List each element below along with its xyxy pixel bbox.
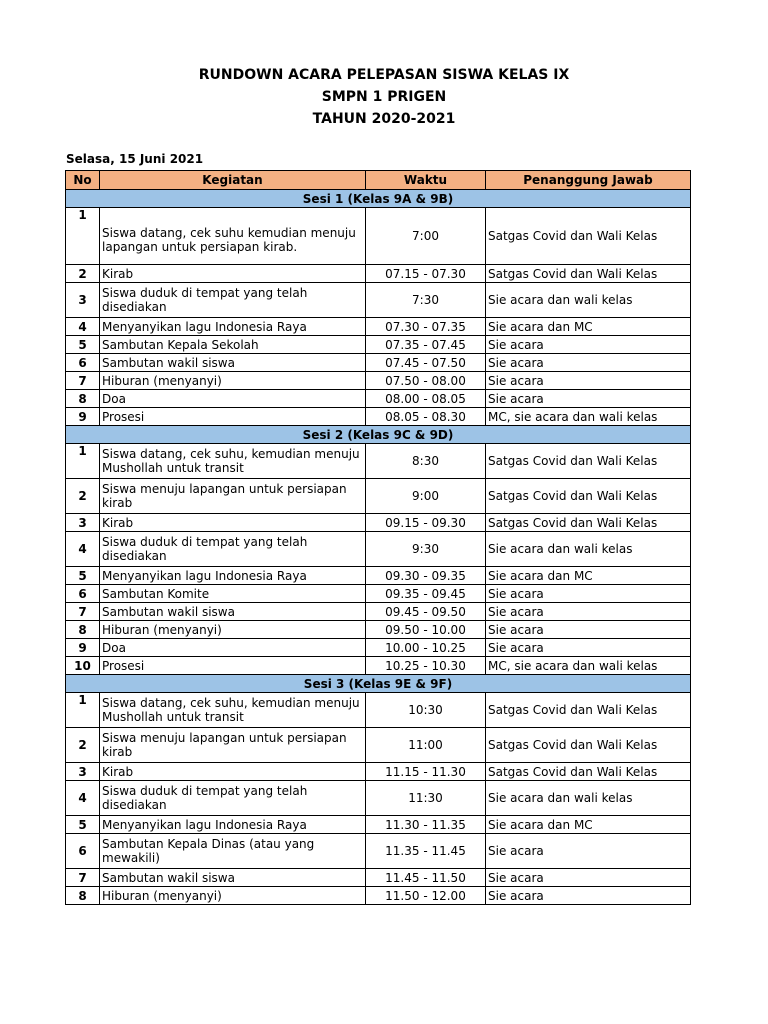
row-time: 08.05 - 08.30 — [366, 408, 486, 426]
table-row — [66, 567, 691, 585]
row-number: 6 — [66, 354, 100, 372]
row-number: 2 — [66, 265, 100, 283]
row-number: 4 — [66, 532, 100, 567]
row-activity: Siswa datang, cek suhu kemudian menuju lapangan untuk persiapan kirab. — [100, 208, 366, 265]
row-person-in-charge: Sie acara — [486, 869, 691, 887]
table-row — [66, 208, 691, 265]
row-activity: Kirab — [100, 763, 366, 781]
row-number: 2 — [66, 479, 100, 514]
table-row — [66, 408, 691, 426]
row-time: 09.30 - 09.35 — [366, 567, 486, 585]
session-title: Sesi 1 (Kelas 9A & 9B) — [66, 190, 691, 208]
row-activity: Siswa datang, cek suhu, kemudian menuju Mushollah untuk transit — [100, 693, 366, 728]
row-activity: Sambutan Kepala Dinas (atau yang mewakili) — [100, 834, 366, 869]
row-time: 10:30 — [366, 693, 486, 728]
row-time: 9:30 — [366, 532, 486, 567]
row-activity: Hiburan (menyanyi) — [100, 372, 366, 390]
row-number: 9 — [66, 639, 100, 657]
row-person-in-charge: Sie acara — [486, 354, 691, 372]
header-waktu: Waktu — [366, 171, 486, 190]
row-time: 9:00 — [366, 479, 486, 514]
row-time: 07.35 - 07.45 — [366, 336, 486, 354]
row-number: 7 — [66, 869, 100, 887]
row-activity: Hiburan (menyanyi) — [100, 621, 366, 639]
table-row — [66, 585, 691, 603]
row-time: 09.15 - 09.30 — [366, 514, 486, 532]
row-time: 09.45 - 09.50 — [366, 603, 486, 621]
table-row — [66, 390, 691, 408]
row-time: 7:00 — [366, 208, 486, 265]
row-person-in-charge: Sie acara — [486, 834, 691, 869]
session-header-row — [66, 426, 691, 444]
row-activity: Sambutan wakil siswa — [100, 354, 366, 372]
row-person-in-charge: Satgas Covid dan Wali Kelas — [486, 693, 691, 728]
row-person-in-charge: Sie acara dan wali kelas — [486, 532, 691, 567]
document-title-block — [0, 64, 768, 130]
row-number: 9 — [66, 408, 100, 426]
row-time: 07.50 - 08.00 — [366, 372, 486, 390]
row-time: 10.00 - 10.25 — [366, 639, 486, 657]
table-row — [66, 265, 691, 283]
row-number: 5 — [66, 336, 100, 354]
row-person-in-charge: Sie acara — [486, 887, 691, 905]
row-activity: Siswa menuju lapangan untuk persiapan kirab — [100, 479, 366, 514]
row-person-in-charge: Sie acara — [486, 390, 691, 408]
row-person-in-charge: Sie acara dan MC — [486, 567, 691, 585]
table-row — [66, 283, 691, 318]
row-number: 10 — [66, 657, 100, 675]
row-person-in-charge: Sie acara — [486, 372, 691, 390]
row-activity: Prosesi — [100, 408, 366, 426]
row-activity: Sambutan Komite — [100, 585, 366, 603]
row-time: 07.15 - 07.30 — [366, 265, 486, 283]
row-activity: Siswa menuju lapangan untuk persiapan kirab — [100, 728, 366, 763]
table-row — [66, 816, 691, 834]
row-activity: Kirab — [100, 265, 366, 283]
row-number: 3 — [66, 763, 100, 781]
table-row — [66, 514, 691, 532]
title-line-3: TAHUN 2020-2021 — [312, 111, 456, 127]
row-person-in-charge: Sie acara — [486, 621, 691, 639]
row-person-in-charge: MC, sie acara dan wali kelas — [486, 657, 691, 675]
row-person-in-charge: Satgas Covid dan Wali Kelas — [486, 265, 691, 283]
table-row — [66, 444, 691, 479]
row-person-in-charge: MC, sie acara dan wali kelas — [486, 408, 691, 426]
table-row — [66, 763, 691, 781]
row-person-in-charge: Sie acara — [486, 603, 691, 621]
row-person-in-charge: Satgas Covid dan Wali Kelas — [486, 763, 691, 781]
row-person-in-charge: Satgas Covid dan Wali Kelas — [486, 479, 691, 514]
rundown-table — [65, 170, 691, 905]
row-person-in-charge: Satgas Covid dan Wali Kelas — [486, 514, 691, 532]
row-number: 8 — [66, 390, 100, 408]
row-activity: Siswa duduk di tempat yang telah disediakan — [100, 283, 366, 318]
row-time: 11:00 — [366, 728, 486, 763]
session-title: Sesi 3 (Kelas 9E & 9F) — [66, 675, 691, 693]
row-time: 11.15 - 11.30 — [366, 763, 486, 781]
row-number: 1 — [66, 208, 100, 265]
row-activity: Menyanyikan lagu Indonesia Raya — [100, 567, 366, 585]
event-date: Selasa, 15 Juni 2021 — [66, 152, 204, 166]
session-title: Sesi 2 (Kelas 9C & 9D) — [66, 426, 691, 444]
header-penanggung-jawab: Penanggung Jawab — [486, 171, 691, 190]
row-activity: Menyanyikan lagu Indonesia Raya — [100, 816, 366, 834]
title-line-2: SMPN 1 PRIGEN — [321, 89, 447, 105]
row-number: 4 — [66, 318, 100, 336]
row-time: 11.45 - 11.50 — [366, 869, 486, 887]
row-time: 10.25 - 10.30 — [366, 657, 486, 675]
table-row — [66, 639, 691, 657]
row-time: 09.35 - 09.45 — [366, 585, 486, 603]
row-number: 7 — [66, 603, 100, 621]
row-person-in-charge: Satgas Covid dan Wali Kelas — [486, 728, 691, 763]
row-number: 8 — [66, 621, 100, 639]
table-row — [66, 834, 691, 869]
title-line-1: RUNDOWN ACARA PELEPASAN SISWA KELAS IX — [198, 67, 570, 83]
row-activity: Menyanyikan lagu Indonesia Raya — [100, 318, 366, 336]
row-activity: Kirab — [100, 514, 366, 532]
row-time: 11:30 — [366, 781, 486, 816]
row-person-in-charge: Sie acara — [486, 585, 691, 603]
row-number: 5 — [66, 567, 100, 585]
session-header-row — [66, 190, 691, 208]
row-activity: Siswa datang, cek suhu, kemudian menuju Mushollah untuk transit — [100, 444, 366, 479]
table-row — [66, 479, 691, 514]
row-activity: Sambutan wakil siswa — [100, 603, 366, 621]
table-row — [66, 781, 691, 816]
row-time: 11.35 - 11.45 — [366, 834, 486, 869]
row-person-in-charge: Sie acara — [486, 639, 691, 657]
table-row — [66, 887, 691, 905]
row-activity: Doa — [100, 639, 366, 657]
table-row — [66, 693, 691, 728]
header-kegiatan: Kegiatan — [100, 171, 366, 190]
row-time: 8:30 — [366, 444, 486, 479]
table-row — [66, 603, 691, 621]
row-number: 1 — [66, 693, 100, 728]
row-activity: Siswa duduk di tempat yang telah disediakan — [100, 781, 366, 816]
table-row — [66, 657, 691, 675]
row-person-in-charge: Sie acara dan wali kelas — [486, 283, 691, 318]
row-number: 5 — [66, 816, 100, 834]
row-time: 07.45 - 07.50 — [366, 354, 486, 372]
table-row — [66, 621, 691, 639]
row-person-in-charge: Sie acara dan MC — [486, 318, 691, 336]
table-row — [66, 336, 691, 354]
row-time: 09.50 - 10.00 — [366, 621, 486, 639]
table-header-row — [66, 171, 691, 190]
row-activity: Doa — [100, 390, 366, 408]
row-number: 3 — [66, 283, 100, 318]
row-number: 6 — [66, 834, 100, 869]
row-time: 11.30 - 11.35 — [366, 816, 486, 834]
table-row — [66, 354, 691, 372]
row-person-in-charge: Sie acara dan MC — [486, 816, 691, 834]
row-number: 4 — [66, 781, 100, 816]
row-number: 7 — [66, 372, 100, 390]
row-activity: Sambutan Kepala Sekolah — [100, 336, 366, 354]
row-number: 3 — [66, 514, 100, 532]
row-number: 1 — [66, 444, 100, 479]
row-activity: Prosesi — [100, 657, 366, 675]
table-row — [66, 728, 691, 763]
row-number: 8 — [66, 887, 100, 905]
row-activity: Sambutan wakil siswa — [100, 869, 366, 887]
row-person-in-charge: Sie acara — [486, 336, 691, 354]
row-time: 07.30 - 07.35 — [366, 318, 486, 336]
row-activity: Siswa duduk di tempat yang telah disediakan — [100, 532, 366, 567]
table-row — [66, 869, 691, 887]
row-time: 11.50 - 12.00 — [366, 887, 486, 905]
table-row — [66, 372, 691, 390]
table-row — [66, 318, 691, 336]
row-number: 6 — [66, 585, 100, 603]
session-header-row — [66, 675, 691, 693]
row-person-in-charge: Sie acara dan wali kelas — [486, 781, 691, 816]
row-person-in-charge: Satgas Covid dan Wali Kelas — [486, 444, 691, 479]
row-time: 08.00 - 08.05 — [366, 390, 486, 408]
row-activity: Hiburan (menyanyi) — [100, 887, 366, 905]
row-number: 2 — [66, 728, 100, 763]
row-person-in-charge: Satgas Covid dan Wali Kelas — [486, 208, 691, 265]
row-time: 7:30 — [366, 283, 486, 318]
header-no: No — [66, 171, 100, 190]
table-row — [66, 532, 691, 567]
